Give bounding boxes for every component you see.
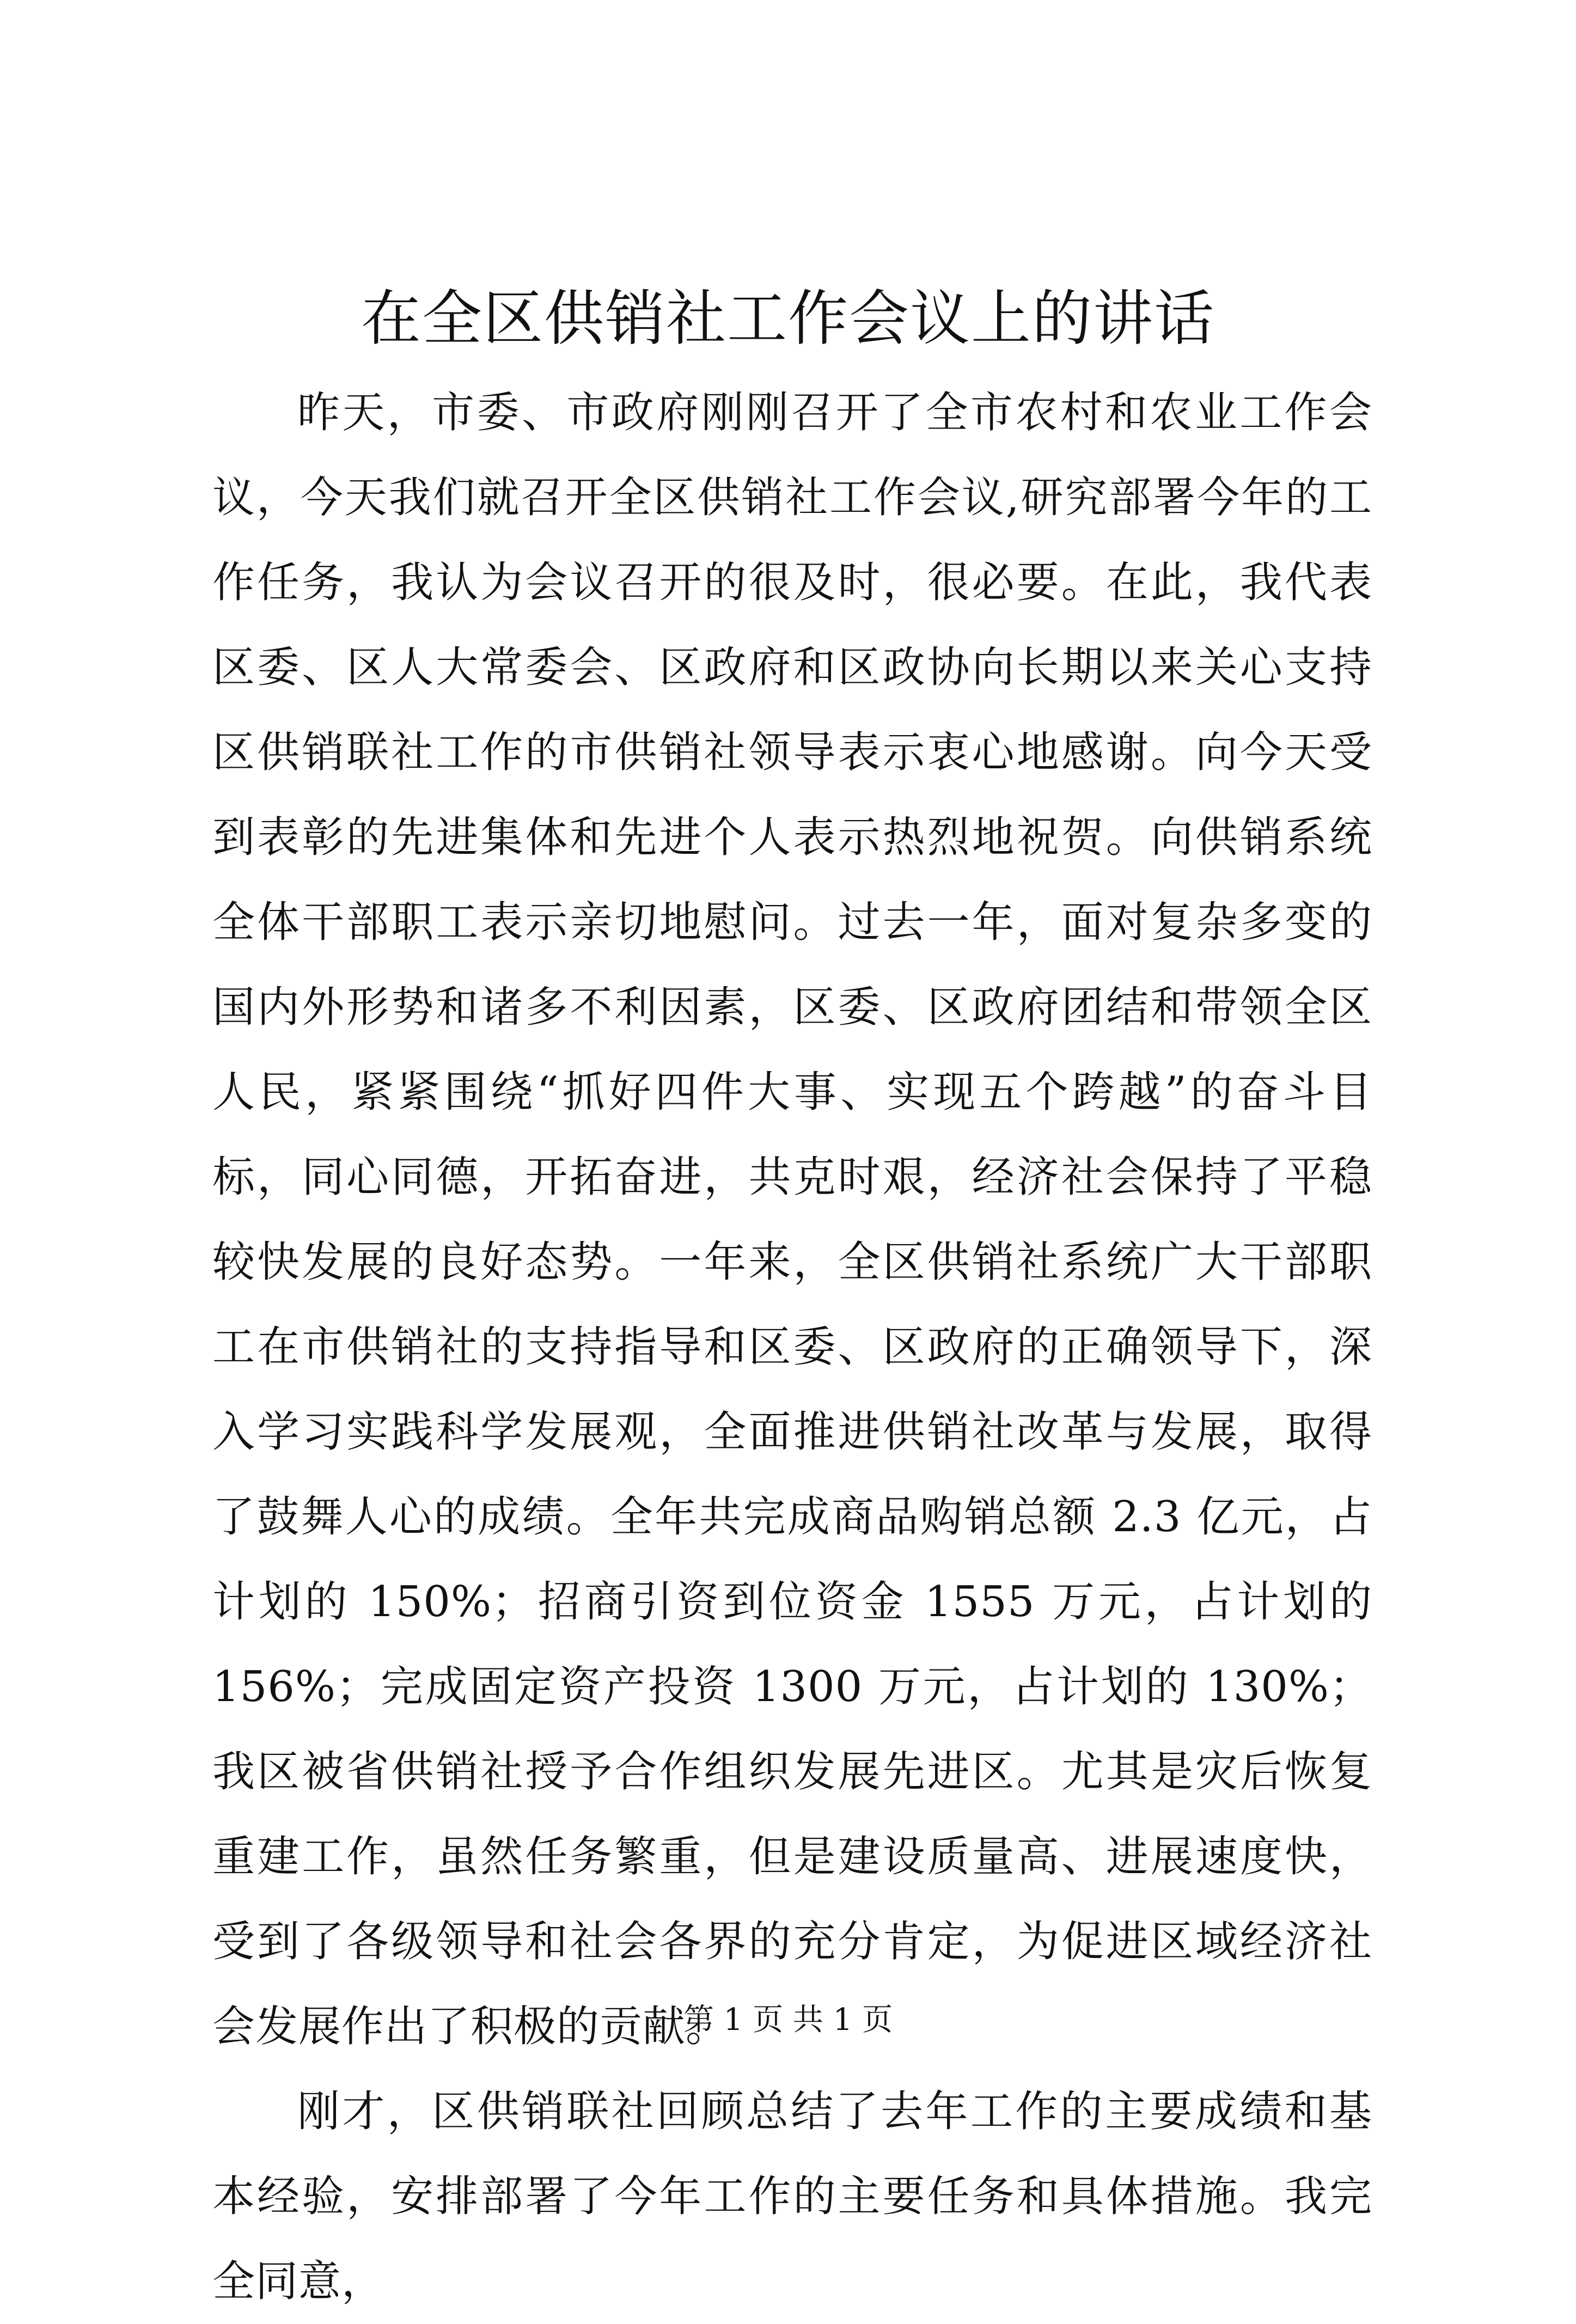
- paragraph-2: 刚才，区供销联社回顾总结了去年工作的主要成绩和基本经验，安排部署了今年工作的主要任务和具体措施。我完全同意，: [212, 2087, 1372, 2306]
- document-title: 在全区供销社工作会议上的讲话: [361, 284, 1215, 353]
- page-footer: 第 1 页 共 1 页: [683, 2002, 893, 2038]
- paragraph-1: 昨天，市委、市政府刚刚召开了全市农村和农业工作会议，今天我们就召开全区供销社工作会议,研究部署今年的工作任务，我认为会议召开的很及时，很必要。在此，我代表区委、区人大常委会、区政府和区政协向长期以来关心支持区供销联社工作的市供销社领导表示衷心地感谢。向今天受到表彰的先进集体和先进个人表示热烈地祝贺。向供销系统全体干部职工表示亲切地慰问。过去一年，面对复杂多变的国内外形势和诸多不利因素，区委、区政府团结和带领全区人民，紧紧围绕“抓好四件大事、实现五个跨越”的奋斗目标，同心同德，开拓奋进，共克时艰，经济社会保持了平稳较快发展的良好态势。一年来，全区供销社系统广大干部职工在市供销社的支持指导和区委、区政府的正确领导下，深入学习实践科学发展观，全面推进供销社改革与发展，取得了鼓舞人心的成绩。全年共完成商品购销总额 2.3 亿元，占计划的 150%；招商引资到位资金 1555 万元，占计划的 156%；完成固定资产投资 1300 万元，占计划的 130%；我区被省供销社授予合作组织发展先进区。尤其是灾后恢复重建工作，虽然任务繁重，但是建设质量高、进展速度快，受到了各级领导和社会各界的充分肯定，为促进区域经济社会发展作出了积极的贡献。: [212, 388, 1372, 2051]
